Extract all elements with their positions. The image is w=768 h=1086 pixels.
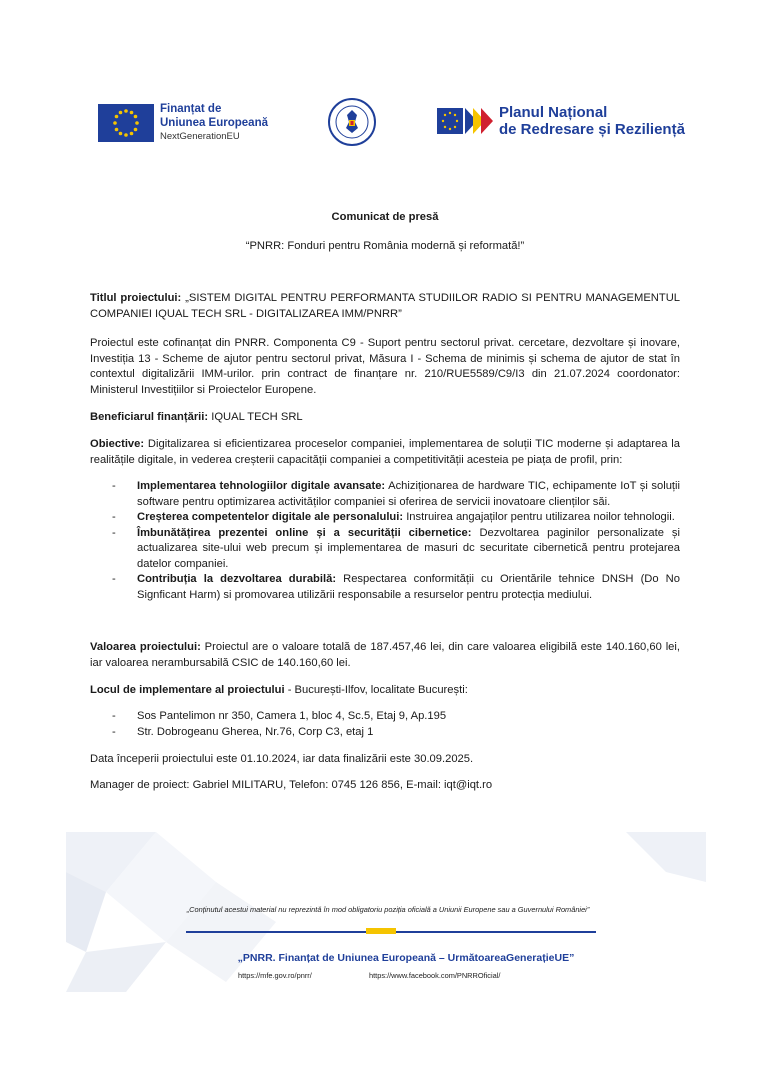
eu-funding-logo — [98, 102, 268, 144]
pnrr-logo-line1: Planul Național — [499, 104, 608, 121]
eu-flag-icon — [98, 104, 154, 142]
locations-list — [90, 709, 680, 740]
eu-logo-line3: NextGenerationEU — [160, 131, 240, 142]
objective-text: Dezvoltarea paginilor personalizate și actualizarea site-ului web precum și implementarea de masuri dc securitate cibernetică pentru protejarea datelor companiei. — [137, 526, 681, 570]
eu-logo-line2: Uniunea Europeană — [160, 117, 268, 129]
project-title-label: Titlul proiectului: — [90, 292, 182, 304]
cofinancing-paragraph: Proiectul este cofinanțat din PNRR. Componenta C9 - Suport pentru sectorul privat. cercetare, dezvoltare și inovare, Investiția 13 - Scheme de ajutor pentru sectorul privat, Măsura I - Schema de minimis și schema de ajutor de stat în contextul digitalizării IMM-urilor. prin contract de finanțare nr. 210/RUE5589/C9/I3 din 21.07.2024 coordonator: Ministerul Investițiilor si Proiectelor Europene. — [90, 337, 680, 396]
objective-title: Îmbunătățirea prezentei online și a securității cibernetice: — [137, 526, 472, 539]
location-value: - București-Ilfov, localitate București: — [284, 684, 468, 696]
beneficiary-value: IQUAL TECH SRL — [208, 411, 303, 423]
project-value-label: Valoarea proiectului: — [90, 641, 201, 653]
objectives-paragraph — [90, 437, 680, 468]
objective-text: Respectarea conformității cu Orientările tehnice DNSH (Do No Signficant Harm) si promovarea utilizării responsabile a resurselor pentru protecția mediului. — [137, 573, 680, 601]
document-heading: Comunicat de presă — [331, 211, 439, 223]
project-dates: Data începerii proiectului este 01.10.2024, iar data finalizării este 30.09.2025. — [90, 753, 474, 765]
objectives-label: Obiective: — [90, 438, 145, 450]
document-subheading: “PNRR: Fonduri pentru România modernă și reformată!” — [245, 240, 525, 252]
project-title-value: „SISTEM DIGITAL PENTRU PERFORMANTA STUDIILOR RADIO SI PENTRU MANAGEMENTUL COMPANIEI IQUAL TECH SRL - DIGITALIZAREA IMM/PNRR” — [90, 292, 680, 320]
objective-title: Creșterea competentelor digitale ale personalului: — [137, 511, 404, 523]
objective-text: Instruirea angajaților pentru utilizarea noilor tehnologii. — [403, 511, 675, 523]
romanian-government-seal-icon — [328, 98, 376, 146]
footer-link-mfe[interactable]: https://mfe.gov.ro/pnrr/ — [238, 971, 312, 980]
eu-logo-line1: Finanțat de — [160, 103, 222, 115]
footer-divider-accent — [366, 928, 396, 934]
project-value-paragraph — [90, 640, 680, 671]
objective-text: Achiziționarea de hardware TIC, echipamente IoT și soluții software pentru optimizarea activităților companiei si oferirea de servicii inovatoare clienților săi. — [137, 480, 681, 508]
project-value-text: Proiectul are o valoare totală de 187.457,46 lei, din care valoarea eligibilă este 140.160,60 lei, iar valoarea nerambursabilă CSIC de 140.160,60 lei. — [90, 641, 680, 669]
header-logos — [0, 98, 768, 158]
objective-title: Contribuția la dezvoltarea durabilă: — [137, 573, 337, 585]
project-manager: Manager de proiect: Gabriel MILITARU, Telefon: 0745 126 856, E-mail: iqt@iqt.ro — [90, 779, 493, 791]
pnrr-logo — [437, 104, 685, 138]
pnrr-arrow-icon — [437, 104, 495, 138]
list-item — [90, 510, 680, 526]
project-title-paragraph — [90, 291, 680, 322]
beneficiary-label: Beneficiarul finanțării: — [90, 411, 209, 423]
objective-title: Implementarea tehnologiilor digitale avansate: — [137, 480, 386, 492]
footer-slogan: „PNRR. Finanțat de Uniunea Europeană – UrmătoareaGenerațieUE” — [237, 952, 575, 964]
footer-link-facebook[interactable]: https://www.facebook.com/PNRROficial/ — [369, 971, 501, 980]
list-item — [90, 572, 680, 603]
list-item — [90, 479, 680, 510]
list-item: - Str. Dobrogeanu Gherea, Nr.76, Corp C3, etaj 1 — [90, 725, 680, 741]
objectives-value: Digitalizarea si eficientizarea proceselor companiei, implementarea de soluții TIC moderne și adaptarea la realitățile digitale, in vederea creșterii capacității companiei a competitivității acesteia pe piața de profil, prin: — [90, 438, 680, 466]
beneficiary-paragraph — [90, 410, 680, 426]
list-item: - Sos Pantelimon nr 350, Camera 1, bloc 4, Sc.5, Etaj 9, Ap.195 — [90, 709, 680, 725]
footer-disclaimer: „Conținutul acestui material nu reprezintă în mod obligatoriu poziția oficială a Uniunii Europene sau a Guvernului României” — [186, 905, 590, 914]
footer-banner — [66, 832, 706, 992]
location-label: Locul de implementare al proiectului — [90, 684, 285, 696]
pnrr-logo-line2: de Redresare și Reziliență — [499, 121, 685, 138]
objectives-list — [90, 479, 680, 603]
list-item — [90, 526, 680, 573]
location-paragraph — [90, 683, 680, 699]
